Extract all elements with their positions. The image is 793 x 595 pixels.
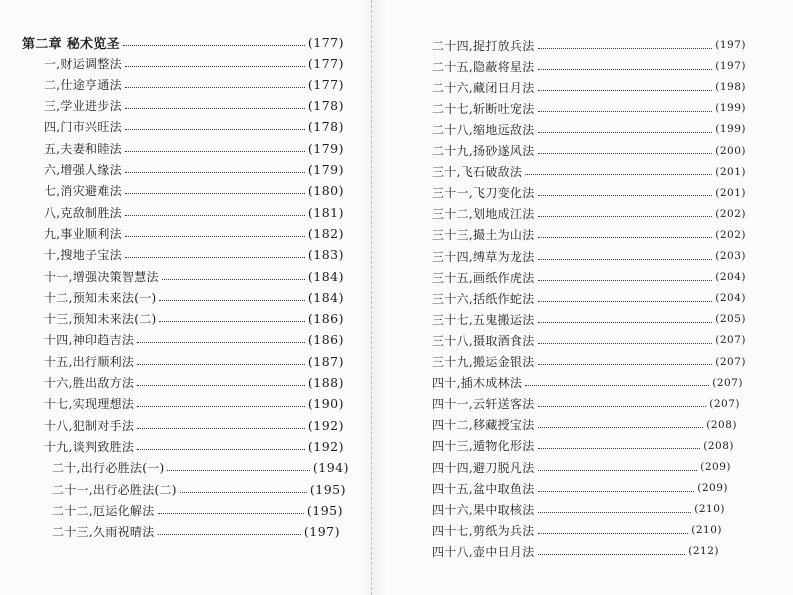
toc-entry[interactable] (432, 437, 734, 455)
dot-leader (538, 470, 698, 471)
dot-leader (137, 342, 305, 343)
dot-leader (125, 129, 305, 130)
dot-leader (538, 111, 713, 112)
toc-entry-title: 二十六,藏闭日月法 (432, 80, 535, 95)
toc-entry[interactable] (44, 224, 344, 242)
toc-entry-title: 二十七,斩断吐宠法 (432, 101, 535, 116)
toc-entry[interactable] (432, 268, 746, 286)
chapter-title: 第二章 秘术览圣 (22, 36, 120, 52)
toc-entry[interactable] (44, 374, 344, 392)
toc-entry-page: (182) (307, 225, 344, 241)
toc-entry-title: 二十二,厄运化解法 (52, 503, 155, 518)
dot-leader (123, 45, 305, 46)
toc-entry-title: 三十七,五鬼搬运法 (432, 312, 535, 327)
toc-entry-page: (212) (688, 545, 719, 558)
dot-leader (125, 172, 305, 173)
dot-leader (538, 322, 713, 323)
toc-entry[interactable] (432, 289, 746, 307)
toc-entry[interactable] (52, 523, 340, 541)
toc-entry-title: 十五,出行顺利法 (44, 354, 135, 369)
toc-entry[interactable] (44, 118, 344, 136)
toc-entry[interactable] (432, 521, 722, 539)
toc-entry-page: (195) (309, 481, 346, 497)
chapter-heading (22, 33, 344, 51)
dot-leader (538, 237, 713, 238)
toc-entry-page: (177) (307, 55, 344, 71)
toc-entry[interactable] (44, 54, 344, 72)
toc-entry-title: 一,财运调整法 (44, 56, 122, 71)
toc-entry-page: (195) (306, 502, 343, 518)
toc-entry-page: (192) (307, 417, 344, 433)
dot-leader (158, 513, 304, 514)
toc-entry-title: 十六,胜出敌方法 (44, 376, 135, 390)
toc-entry-title: 四十二,移藏授宝法 (432, 418, 535, 433)
toc-entry-title: 四十三,遁物化形法 (432, 439, 535, 454)
dot-leader (538, 364, 713, 365)
toc-entry-title: 三十六,括纸作蛇法 (432, 291, 535, 306)
toc-entry[interactable] (44, 97, 344, 115)
dot-leader (538, 69, 713, 70)
toc-entry[interactable] (432, 331, 746, 349)
dot-leader (538, 301, 713, 302)
toc-entry-page: (198) (715, 81, 746, 94)
dot-leader (158, 534, 301, 535)
toc-entry-page: (188) (307, 375, 344, 390)
toc-entry-title: 二十四,捉打放兵法 (432, 38, 535, 53)
toc-entry[interactable] (52, 501, 343, 519)
toc-entry-title: 十,搜地子宝法 (44, 248, 122, 263)
toc-entry[interactable] (44, 246, 344, 264)
toc-entry-page: (203) (715, 250, 746, 262)
dot-leader (525, 174, 712, 175)
toc-entry-title: 六,增强人缘法 (44, 163, 122, 177)
toc-entry-page: (201) (715, 165, 746, 178)
toc-entry-title: 四,门市兴旺法 (44, 120, 122, 135)
toc-entry-title: 三,学业进步法 (44, 99, 122, 114)
toc-entry[interactable] (52, 480, 346, 498)
toc-entry[interactable] (432, 542, 719, 560)
toc-entry[interactable] (432, 458, 731, 476)
toc-entry[interactable] (44, 310, 344, 328)
toc-entry-title: 九,事业顺利法 (44, 226, 122, 241)
dot-leader (538, 259, 713, 260)
dot-leader (137, 385, 305, 386)
dot-leader (125, 193, 305, 194)
toc-entry[interactable] (44, 139, 344, 157)
toc-entry-title: 二十九,扬砂遂风法 (432, 144, 535, 158)
dot-leader (125, 257, 305, 258)
toc-entry-title: 十四,神印趋吉法 (44, 333, 135, 348)
dot-leader (538, 153, 713, 154)
toc-entry-title: 三十五,画纸作虎法 (432, 270, 535, 285)
toc-entry-title: 三十九,搬运金银法 (432, 355, 535, 369)
toc-entry-page: (181) (307, 204, 344, 220)
toc-entry-page: (184) (307, 289, 344, 305)
toc-entry[interactable] (44, 352, 344, 370)
toc-entry-page: (207) (709, 397, 740, 410)
toc-entry-title: 四十五,盆中取鱼法 (432, 481, 535, 496)
dot-leader (525, 385, 709, 386)
dot-leader (538, 406, 707, 407)
dot-leader (538, 48, 713, 49)
dot-leader (125, 215, 305, 216)
toc-entry-title: 五,夫妻和睦法 (44, 141, 122, 156)
dot-leader (538, 280, 713, 281)
toc-entry-title: 三十八,摄取酒食法 (432, 333, 535, 348)
toc-entry-title: 二十一,出行必胜法(二) (52, 482, 177, 497)
dot-leader (538, 90, 713, 91)
toc-entry[interactable] (432, 57, 746, 75)
toc-entry[interactable] (432, 78, 746, 96)
toc-entry-page: (209) (697, 482, 728, 495)
toc-entry[interactable] (432, 353, 746, 371)
toc-entry[interactable] (44, 161, 344, 179)
toc-entry-title: 十一,增强决策智慧法 (44, 269, 159, 284)
dot-leader (538, 195, 713, 196)
toc-entry-title: 三十四,缚草为龙法 (432, 249, 535, 264)
toc-entry-title: 二十三,久雨祝晴法 (52, 525, 155, 540)
dot-leader (137, 449, 305, 450)
toc-entry-page: (204) (715, 271, 746, 284)
toc-entry[interactable] (44, 416, 344, 434)
dot-leader (538, 554, 686, 555)
toc-entry-page: (194) (312, 460, 349, 476)
toc-entry-page: (178) (307, 119, 344, 135)
toc-entry-title: 四十七,剪纸为兵法 (432, 523, 535, 538)
toc-entry-title: 四十四,避刀脱凡法 (432, 460, 535, 475)
toc-entry-page: (210) (694, 503, 725, 516)
toc-entry[interactable] (432, 205, 746, 223)
toc-entry-page: (200) (715, 144, 746, 157)
toc-entry-title: 三十一,飞刀变化法 (432, 186, 535, 201)
toc-entry-title: 十八,犯制对手法 (44, 418, 135, 433)
toc-entry[interactable] (432, 416, 737, 434)
toc-entry-page: (183) (307, 247, 344, 263)
toc-entry-page: (180) (307, 183, 344, 199)
toc-entry-page: (208) (706, 418, 737, 431)
toc-entry-page: (179) (307, 140, 344, 156)
toc-entry[interactable] (432, 500, 725, 518)
toc-entry[interactable] (44, 182, 344, 200)
toc-entry-title: 十二,预知未来法(一) (44, 290, 157, 305)
toc-entry-title: 二十五,隐蔽将星法 (432, 59, 535, 74)
toc-entry-page: (192) (307, 438, 344, 454)
toc-entry[interactable] (44, 437, 344, 455)
dot-leader (137, 406, 305, 407)
spine-fold (371, 0, 373, 595)
toc-entry[interactable] (432, 374, 743, 392)
dot-leader (137, 428, 305, 429)
toc-entry-page: (205) (715, 313, 746, 326)
toc-entry-page: (186) (307, 332, 344, 348)
dot-leader (167, 470, 309, 471)
toc-entry[interactable] (432, 310, 746, 328)
toc-entry-page: (207) (715, 355, 746, 368)
toc-entry-page: (197) (303, 524, 340, 540)
toc-entry-title: 十三,预知未来法(二) (44, 312, 157, 327)
dot-leader (538, 132, 713, 133)
dot-leader (162, 279, 305, 280)
toc-entry-title: 七,消灾避难法 (44, 184, 122, 199)
toc-entry-title: 二,仕途亨通法 (44, 77, 122, 92)
toc-entry-page: (184) (307, 268, 344, 284)
toc-entry-page: (186) (307, 311, 344, 327)
toc-entry-title: 二十八,缩地远敌法 (432, 122, 535, 137)
toc-entry[interactable] (44, 288, 344, 306)
toc-entry-page: (178) (307, 98, 344, 114)
dot-leader (125, 108, 305, 109)
toc-entry-page: (179) (307, 162, 344, 177)
toc-entry[interactable] (432, 142, 746, 160)
toc-entry-title: 八,克敌制胜法 (44, 205, 122, 220)
toc-entry-page: (202) (715, 228, 746, 241)
toc-entry[interactable] (432, 247, 746, 265)
toc-entry-page: (197) (715, 39, 746, 51)
toc-entry[interactable] (432, 163, 746, 181)
toc-entry-page: (177) (307, 76, 344, 92)
toc-entry-page: (190) (307, 396, 344, 412)
dot-leader (125, 151, 305, 152)
dot-leader (538, 533, 689, 534)
toc-entry-title: 四十一,云轩送客法 (432, 397, 535, 412)
toc-entry-page: (209) (700, 461, 731, 473)
toc-entry[interactable] (432, 99, 746, 117)
toc-entry-title: 十九,谈判致胜法 (44, 439, 135, 454)
toc-entry[interactable] (432, 36, 746, 54)
toc-entry-title: 四十,插木成林法 (432, 376, 523, 391)
toc-entry-title: 四十六,果中取核法 (432, 502, 535, 517)
spine-shadow (360, 0, 386, 595)
toc-entry-page: (201) (715, 186, 746, 199)
toc-entry[interactable] (432, 395, 740, 413)
toc-entry-title: 三十三,撮土为山法 (432, 228, 535, 243)
toc-entry[interactable] (44, 203, 344, 221)
toc-entry-title: 四十八,壶中日月法 (432, 544, 535, 559)
chapter-page: (177) (307, 34, 344, 50)
toc-entry[interactable] (44, 75, 344, 93)
dot-leader (159, 321, 304, 322)
toc-entry-page: (207) (712, 376, 743, 389)
toc-entry-title: 二十,出行必胜法(一) (52, 461, 165, 476)
toc-entry-page: (199) (715, 123, 746, 136)
toc-entry[interactable] (44, 331, 344, 349)
dot-leader (538, 343, 713, 344)
toc-entry-page: (202) (715, 207, 746, 220)
toc-entry-page: (197) (715, 60, 746, 73)
toc-entry-page: (208) (703, 439, 734, 452)
toc-entry-page: (199) (715, 102, 746, 115)
dot-leader (538, 448, 701, 449)
toc-entry[interactable] (432, 120, 746, 138)
toc-entry[interactable] (52, 459, 349, 477)
dot-leader (538, 512, 692, 513)
toc-entry-page: (210) (691, 524, 722, 537)
toc-entry[interactable] (44, 267, 344, 285)
toc-entry[interactable] (44, 395, 344, 413)
toc-entry-page: (204) (715, 292, 746, 305)
dot-leader (125, 87, 305, 88)
dot-leader (538, 491, 695, 492)
toc-entry-page: (207) (715, 334, 746, 347)
dot-leader (538, 216, 713, 217)
toc-entry-title: 三十二,划地成江法 (432, 207, 535, 222)
toc-entry[interactable] (432, 184, 746, 202)
toc-entry-title: 三十,飞石破敌法 (432, 165, 523, 180)
dot-leader (137, 364, 305, 365)
dot-leader (125, 66, 305, 67)
toc-entry-page: (187) (307, 353, 344, 369)
dot-leader (159, 300, 304, 301)
toc-entry[interactable] (432, 479, 728, 497)
toc-entry-title: 十七,实现理想法 (44, 397, 135, 412)
toc-entry[interactable] (432, 226, 746, 244)
dot-leader (125, 236, 305, 237)
dot-leader (180, 492, 307, 493)
dot-leader (538, 427, 704, 428)
